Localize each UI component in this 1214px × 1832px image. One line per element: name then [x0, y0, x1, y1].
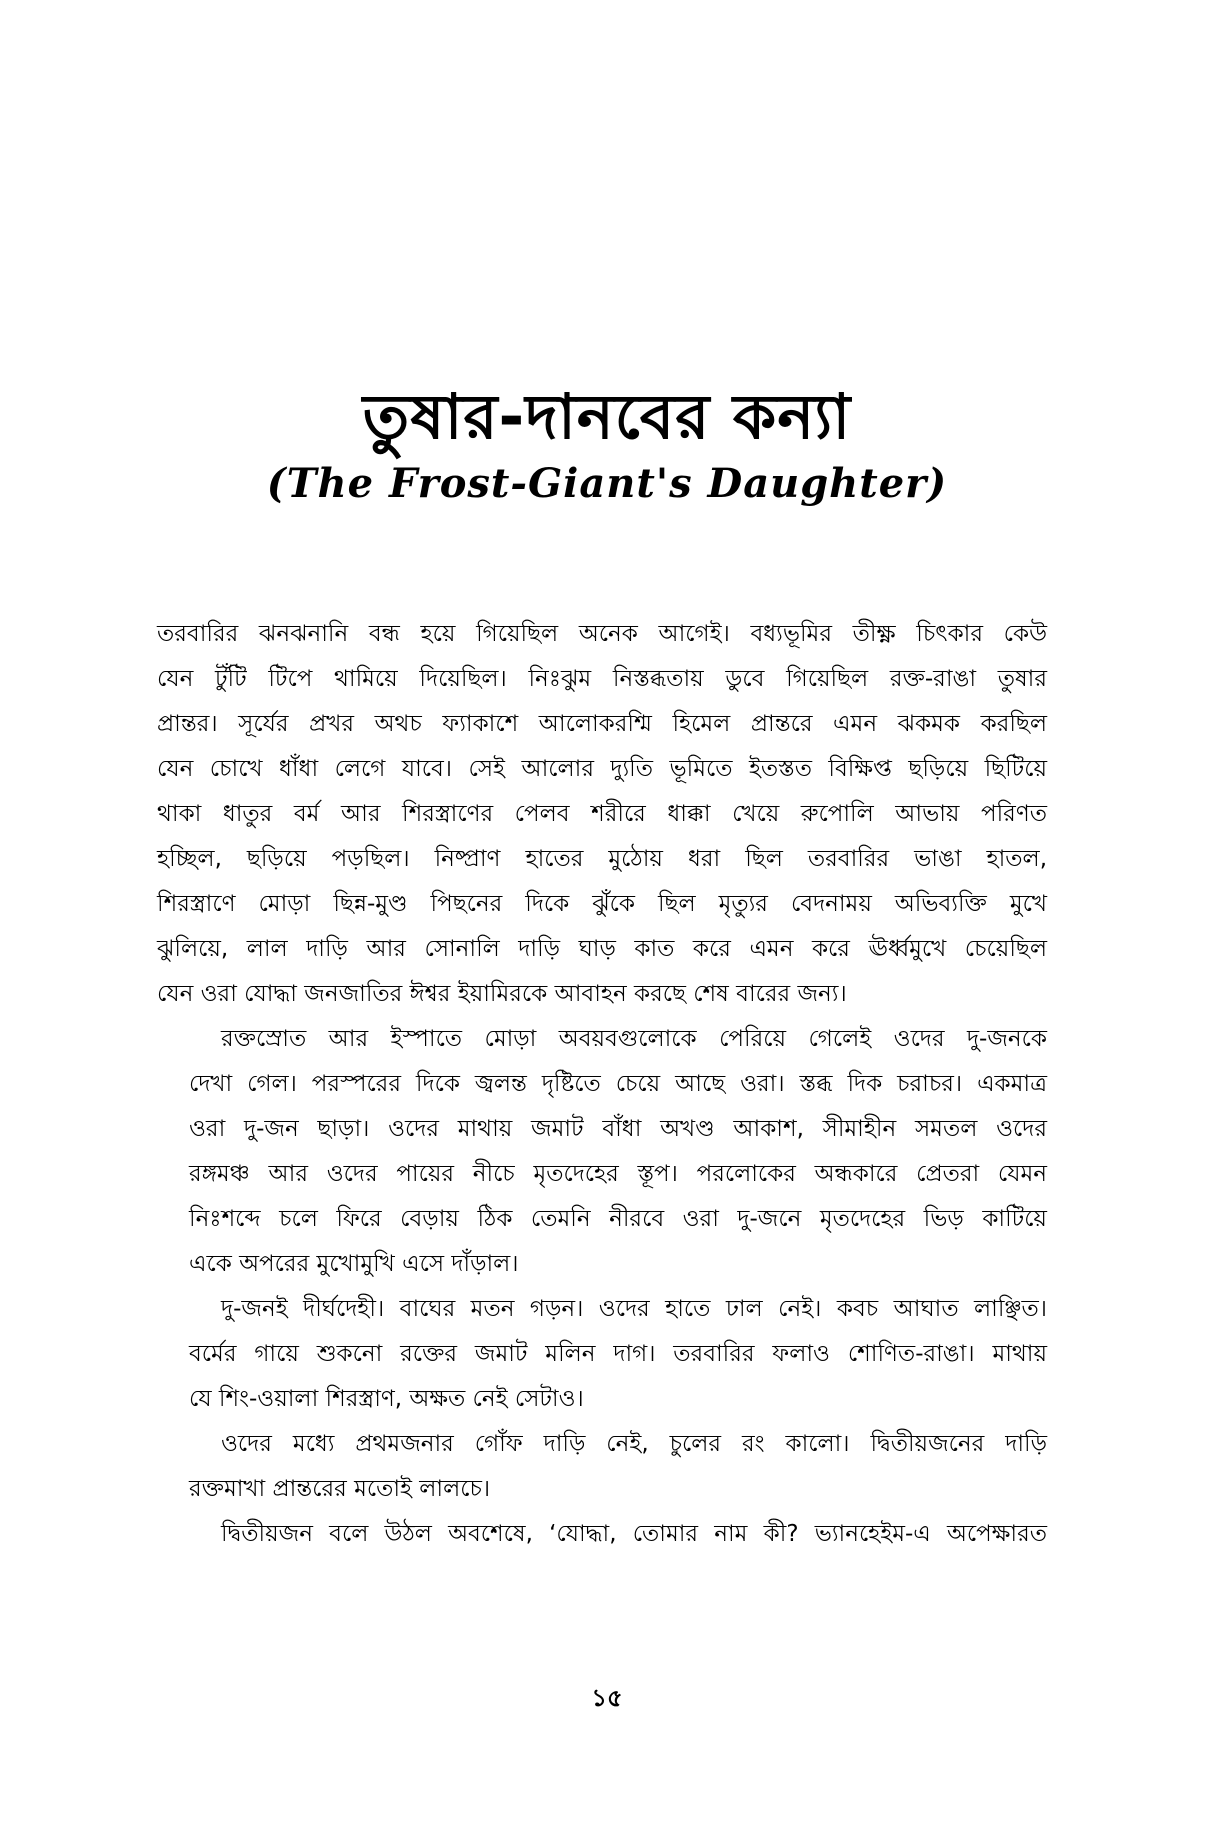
text-line: যেন ওরা যোদ্ধা জনজাতির ঈশ্বর ইয়ামিরকে আবাহন করছে শেষ বারের জন্য।: [157, 981, 847, 1007]
text-line: ঝুলিয়ে, লাল দাড়ি আর সোনালি দাড়ি ঘাড় কাত করে এমন করে ঊর্ধ্বমুখে চেয়েছিল: [157, 936, 1047, 962]
text-line: ওরা দু-জন ছাড়া। ওদের মাথায় জমাট বাঁধা অখণ্ড আকাশ, সীমাহীন সমতল ওদের: [189, 1116, 1047, 1142]
text-line: দেখা গেল। পরস্পরের দিকে জ্বলন্ত দৃষ্টিতে চেয়ে আছে ওরা। স্তব্ধ দিক চরাচর। একমাত্র: [189, 1071, 1047, 1097]
chapter-title-english: (The Frost-Giant's Daughter): [266, 460, 948, 507]
text-line: একে অপরের মুখোমুখি এসে দাঁড়াল।: [189, 1251, 519, 1277]
text-line: তরবারির ঝনঝনানি বন্ধ হয়ে গিয়েছিল অনেক আগেই। বধ্যভূমির তীক্ষ্ণ চিৎকার কেউ: [157, 621, 1047, 647]
page-number: ১৫: [591, 1684, 623, 1712]
text-line: রক্তস্রোত আর ইস্পাতে মোড়া অবয়বগুলোকে পেরিয়ে গেলেই ওদের দু-জনকে: [221, 1026, 1047, 1052]
text-line: দ্বিতীয়জন বলে উঠল অবশেষে, ‘যোদ্ধা, তোমার নাম কী? ভ্যানহেইম-এ অপেক্ষারত: [221, 1521, 1047, 1547]
text-line: রঙ্গমঞ্চ আর ওদের পায়ের নীচে মৃতদেহের স্তূপ। পরলোকের অন্ধকারে প্রেতরা যেমন: [189, 1161, 1047, 1187]
text-line: বর্মের গায়ে শুকনো রক্তের জমাট মলিন দাগ। তরবারির ফলাও শোণিত-রাঙা। মাথায়: [189, 1341, 1047, 1367]
text-line: প্রান্তর। সূর্যের প্রখর অথচ ফ্যাকাশে আলোকরশ্মি হিমেল প্রান্তরে এমন ঝকমক করছিল: [157, 711, 1047, 737]
text-line: রক্তমাখা প্রান্তরের মতোই লালচে।: [189, 1476, 491, 1502]
paragraph: [157, 1422, 1047, 1512]
chapter-body: [157, 612, 1047, 1557]
text-line: যেন টুঁটি টিপে থামিয়ে দিয়েছিল। নিঃঝুম নিস্তব্ধতায় ডুবে গিয়েছিল রক্ত-রাঙা তুষার: [157, 666, 1047, 692]
paragraph: [157, 1017, 1047, 1287]
text-line: দু-জনই দীর্ঘদেহী। বাঘের মতন গড়ন। ওদের হাতে ঢাল নেই। কবচ আঘাত লাঞ্ছিত।: [221, 1296, 1047, 1322]
paragraph: [157, 612, 1047, 1017]
chapter-title-bengali: তুষার-দানবের কন্যা: [362, 380, 852, 453]
text-line: হচ্ছিল, ছড়িয়ে পড়ছিল। নিষ্প্রাণ হাতের মুঠোয় ধরা ছিল তরবারির ভাঙা হাতল,: [157, 846, 1047, 872]
text-line: থাকা ধাতুর বর্ম আর শিরস্ত্রাণের পেলব শরীরে ধাক্কা খেয়ে রুপোলি আভায় পরিণত: [157, 801, 1047, 827]
text-line: যে শিং-ওয়ালা শিরস্ত্রাণ, অক্ষত নেই সেটাও।: [189, 1386, 584, 1412]
text-line: নিঃশব্দে চলে ফিরে বেড়ায় ঠিক তেমনি নীরবে ওরা দু-জনে মৃতদেহের ভিড় কাটিয়ে: [189, 1206, 1047, 1232]
text-line: শিরস্ত্রাণে মোড়া ছিন্ন-মুণ্ড পিছনের দিকে ঝুঁকে ছিল মৃত্যুর বেদনাময় অভিব্যক্তি মুখে: [157, 891, 1047, 917]
chapter-title-block: [0, 378, 1214, 512]
text-line: ওদের মধ্যে প্রথমজনার গোঁফ দাড়ি নেই, চুলের রং কালো। দ্বিতীয়জনের দাড়ি: [221, 1431, 1047, 1457]
paragraph: [157, 1512, 1047, 1557]
paragraph: [157, 1287, 1047, 1422]
text-line: যেন চোখে ধাঁধা লেগে যাবে। সেই আলোর দ্যুতি ভূমিতে ইতস্তত বিক্ষিপ্ত ছড়িয়ে ছিটিয়ে: [157, 756, 1047, 782]
